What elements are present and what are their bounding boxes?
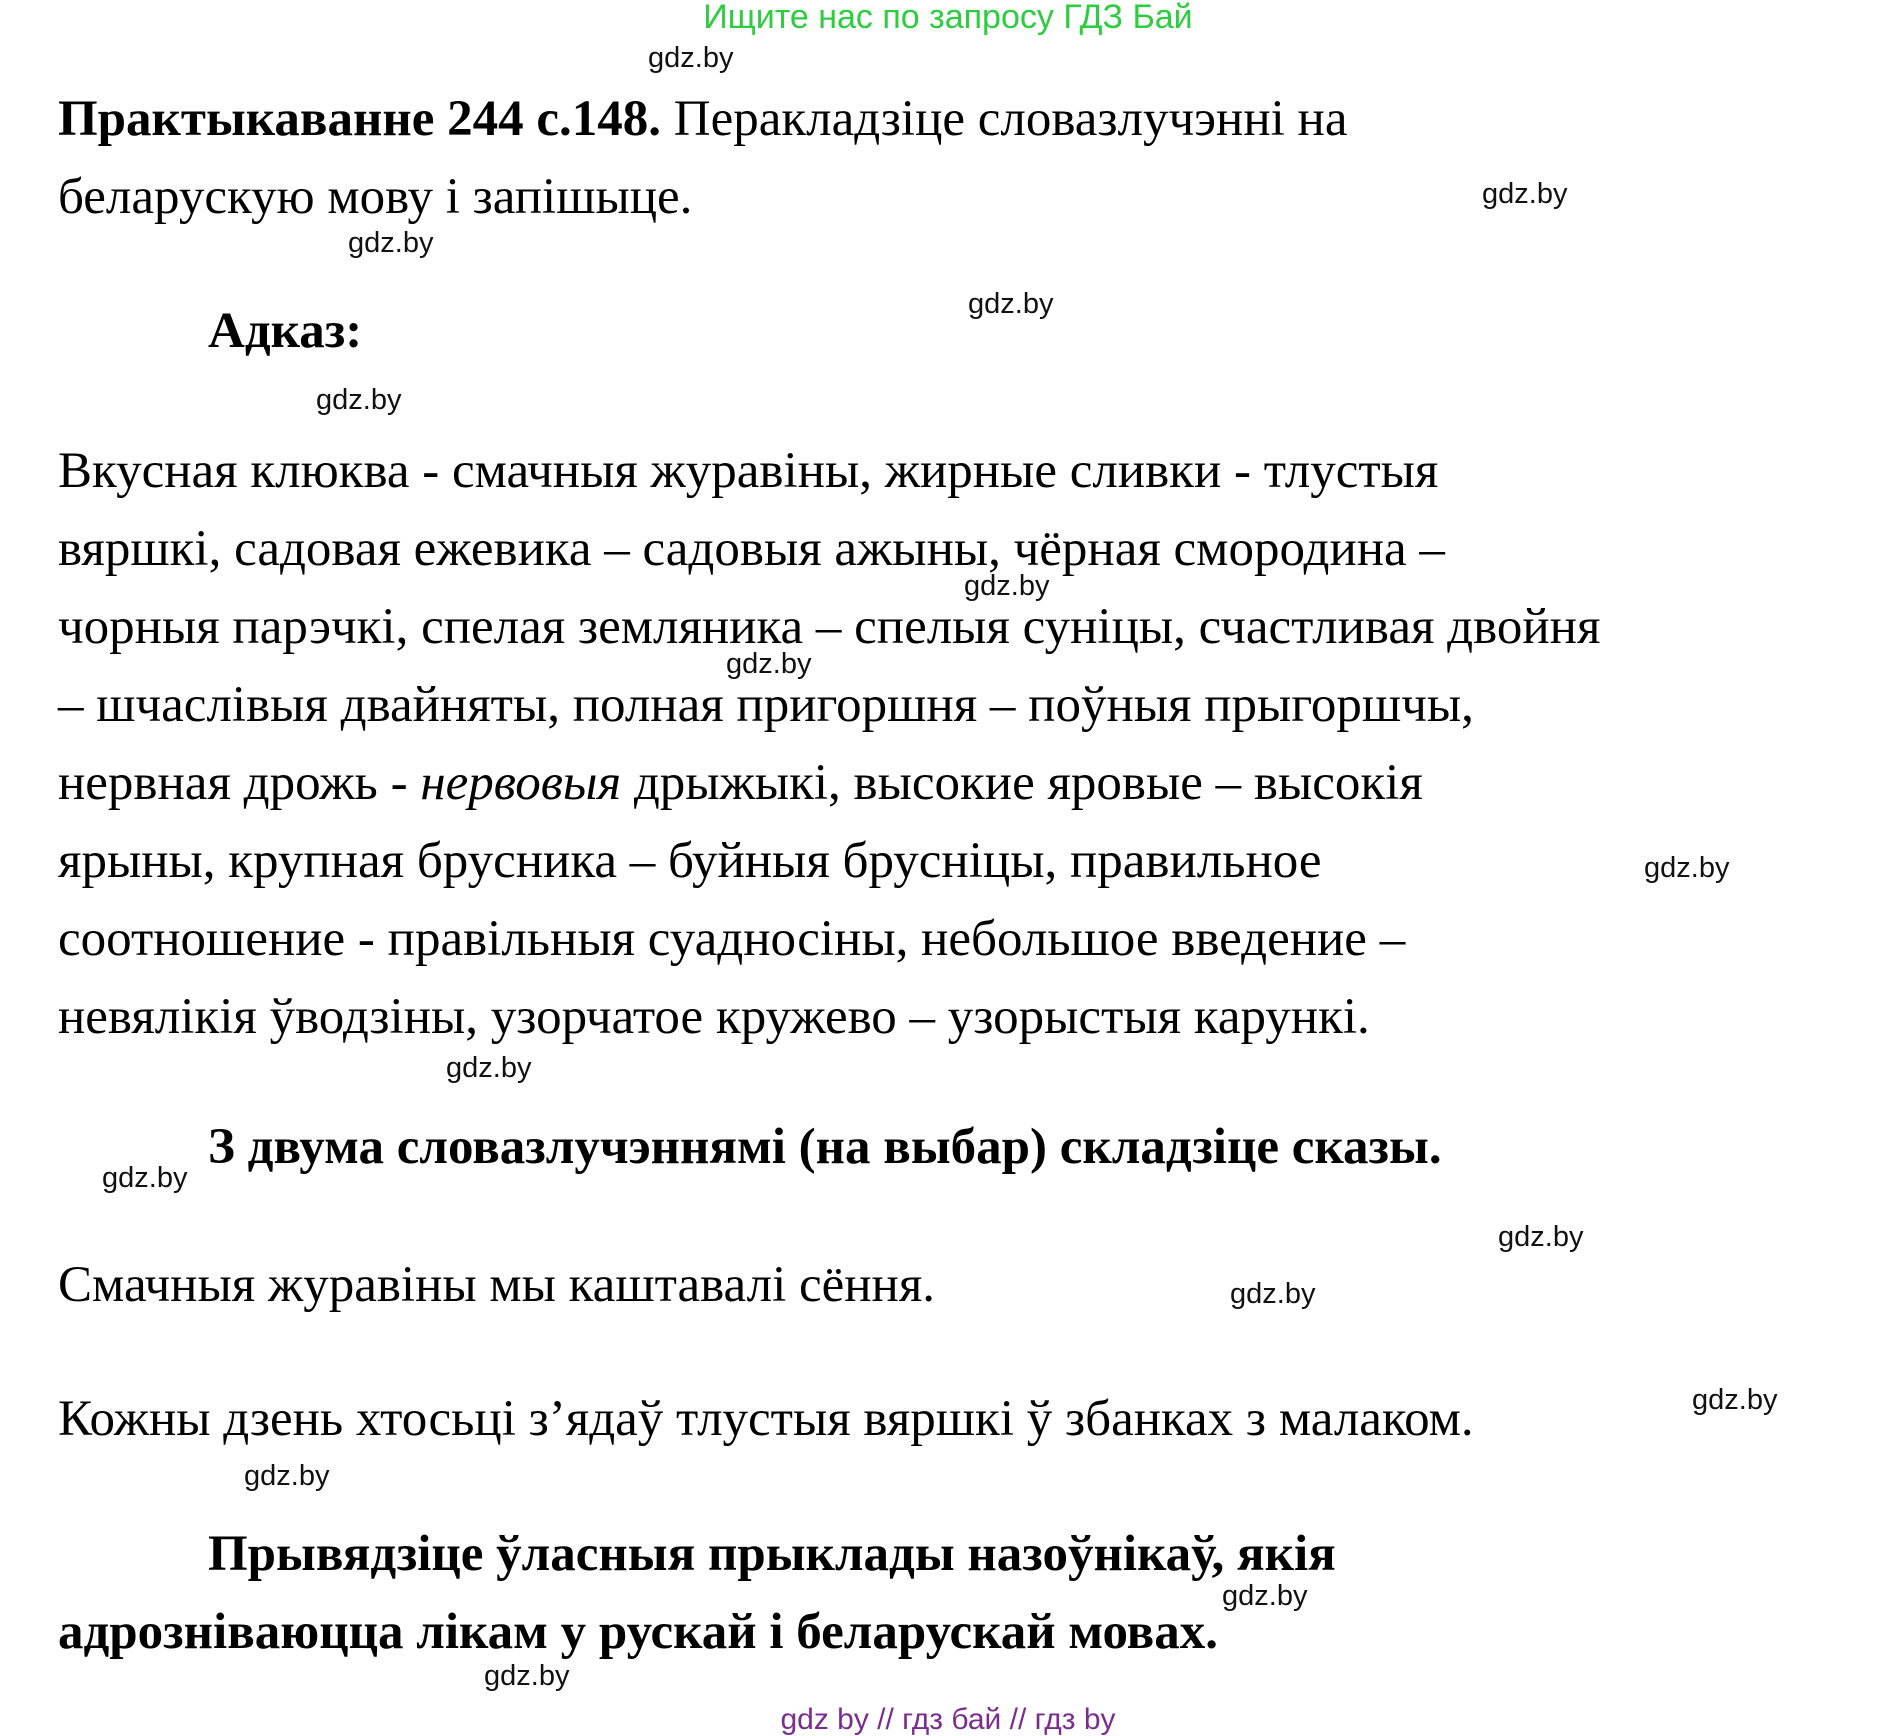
watermark: gdz.by [726,648,812,680]
exercise-instruction-line2: беларускую мову і запішыце. [58,169,693,225]
watermark: gdz.by [316,384,402,416]
search-hint-banner: Ищите нас по запросу ГДЗ Бай [703,0,1193,36]
watermark: gdz.by [968,288,1054,320]
watermark: gdz.by [648,42,734,74]
answer-line: вяршкі, садовая ежевика – садовыя ажыны, чёрная смородина – [58,521,1445,577]
exercise-number: Практыкаванне 244 с.148. [58,91,661,147]
answer-line: ярыны, крупная брусника – буйныя брусніцы, правильное [58,833,1322,889]
answer-line-part: нервная дрожь - [58,755,421,811]
final-task-line2: адрозніваюцца лікам у рускай і беларускай мовах. [58,1604,1218,1660]
watermark: gdz.by [244,1460,330,1492]
answer-line: чорныя парэчкі, спелая земляника – спелыя суніцы, счастливая двойня [58,599,1601,655]
final-task-line1: Прывядзіце ўласныя прыклады назоўнікаў, якія [208,1526,1336,1582]
watermark: gdz.by [102,1162,188,1194]
watermark: gdz.by [1692,1384,1778,1416]
watermark: gdz.by [1644,852,1730,884]
footer-links: gdz by // гдз бай // гдз by [780,1703,1116,1736]
exercise-instruction: Перакладзіце словазлучэнні на [661,91,1348,147]
answer-line-part: дрыжыкі, высокие яровые – высокія [621,755,1423,811]
answer-line: соотношение - правільныя суадносіны, небольшое введение – [58,911,1406,967]
answer-italic-word: нервовыя [420,755,622,811]
exercise-title [58,80,1347,158]
answer-line: невялікія ўводзіны, узорчатое кружево – узорыстыя карункі. [58,989,1370,1045]
answer-line: Вкусная клюква - смачныя журавіны, жирные сливки - тлустыя [58,443,1439,499]
watermark: gdz.by [1230,1278,1316,1310]
watermark: gdz.by [348,227,434,259]
example-sentence: Кожны дзень хтосьці з’ядаў тлустыя вяршкі ў збанках з малаком. [58,1391,1474,1447]
watermark: gdz.by [446,1052,532,1084]
answer-paragraph [58,432,1600,1056]
answer-line: – шчаслівыя двайняты, полная пригоршня – поўныя прыгоршчы, [58,677,1474,733]
watermark: gdz.by [1498,1221,1584,1253]
answer-line [58,744,1600,822]
watermark: gdz.by [484,1660,570,1692]
watermark: gdz.by [1222,1580,1308,1612]
answer-heading: Адказ: [208,303,363,359]
subtask-heading: З двума словазлучэннямі (на выбар) складзіце сказы. [208,1119,1442,1175]
example-sentence: Смачныя журавіны мы каштавалі сёння. [58,1257,936,1313]
watermark: gdz.by [1482,178,1568,210]
watermark: gdz.by [964,570,1050,602]
